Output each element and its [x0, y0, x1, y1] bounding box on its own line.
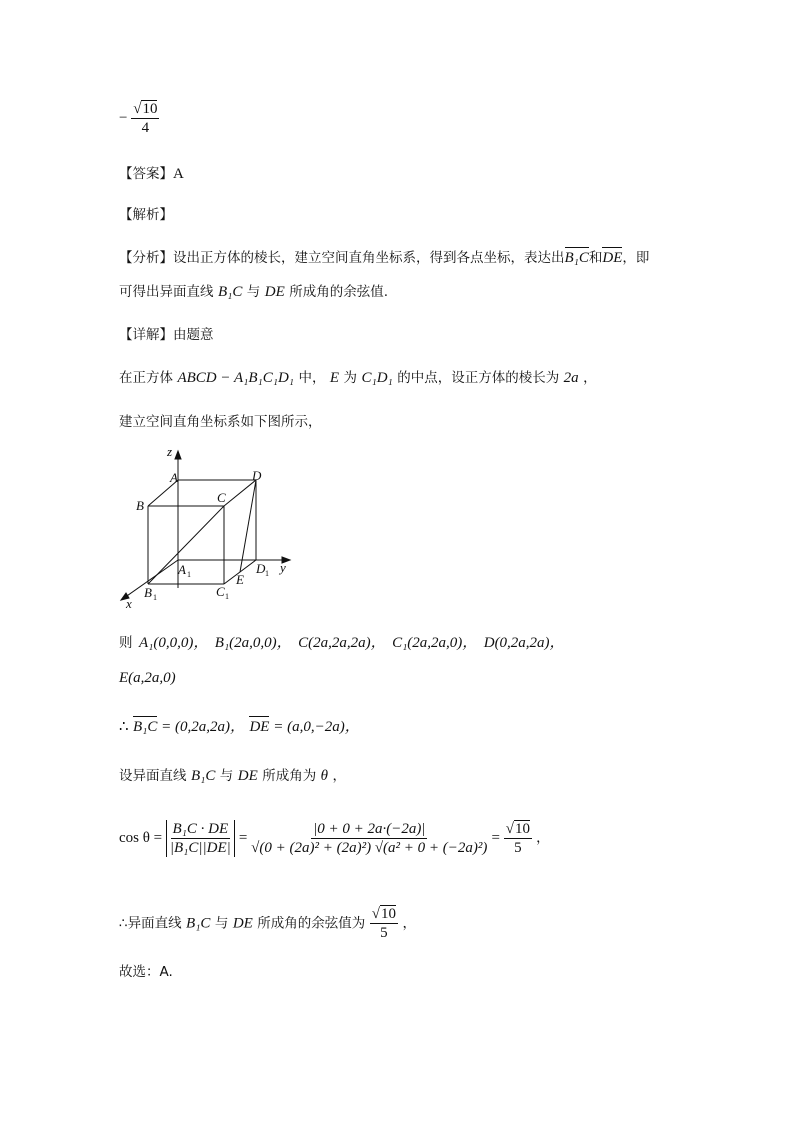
cos-num-2: |0 + 0 + 2a·(−2a)| — [313, 821, 426, 837]
xiangjie-tag: 【详解】 — [119, 327, 173, 343]
coordinates-line-2: E(a,2a,0) — [119, 670, 176, 686]
label-d: D — [252, 468, 262, 483]
vector-b1c-label: B₁C — [133, 719, 158, 735]
coord-b1: B₁(2a,0,0)， — [214, 635, 292, 651]
conclusion-den: 5 — [380, 925, 388, 941]
label-c: C — [217, 490, 226, 505]
fenxi-line-2: 可得出异面直线 B₁C 与 DE 所成角的余弦值. — [119, 284, 388, 300]
z-arrow-icon — [175, 451, 181, 459]
vectors-line: ∴ B₁C = (0,2a,2a)， DE = (a,0,−2a)， — [119, 719, 360, 735]
cos-num-1: B₁C · DE — [172, 821, 229, 837]
sqrt-radicand: 10 — [142, 101, 158, 117]
fenxi-tag: 【分析】 — [119, 250, 173, 266]
coords-lead: 则 — [119, 635, 133, 651]
label-x: x — [126, 596, 132, 611]
cos-lhs: cos θ = — [119, 830, 166, 846]
fraction: $\frac{√10}{4}$ — [133, 101, 158, 136]
edge-cd — [224, 480, 256, 506]
coord-c: C(2a,2a,2a)， — [298, 635, 386, 651]
label-c1-sub: 1 — [225, 592, 229, 601]
answer-value: A — [173, 166, 184, 182]
coordinates-line-1 — [119, 633, 565, 653]
fenxi-and: 和 — [588, 250, 603, 266]
fraction-denominator: 4 — [141, 120, 150, 136]
answer-line — [119, 164, 184, 184]
line-de: DE — [264, 284, 285, 300]
point-e: E — [329, 370, 340, 386]
label-a: A — [170, 470, 178, 485]
paragraph-coordinate-system: 建立空间直角坐标系如下图所示， — [119, 414, 322, 430]
segment-de — [240, 480, 256, 572]
paragraph-cube: 在正方体 ABCD − A₁B₁C₁D₁ 中， E 为 C₁D₁ 的中点，设正方体的棱长为 2a ， — [119, 370, 597, 386]
vector-de-label: DE — [249, 719, 270, 735]
conclusion-line: ∴异面直线 B₁C 与 DE 所成角的余弦值为 $\frac{√10}{5}$ ， — [119, 906, 416, 941]
label-z: z — [167, 448, 173, 459]
cos-den-2: √(0 + (2a)² + (2a)²) √(a² + 0 + (−2a)²) — [251, 840, 488, 856]
analysis-heading: 【解析】 — [119, 207, 173, 223]
fenxi-text-2: ，即 — [622, 250, 650, 266]
choose-line: 故选：A. — [119, 964, 173, 980]
edge-length: 2a — [563, 370, 579, 386]
segment-c1d1: C₁D₁ — [361, 370, 393, 386]
label-d1-sub: 1 — [265, 569, 269, 578]
theta: θ — [320, 768, 329, 784]
label-b1-sub: 1 — [153, 593, 157, 602]
vector-de-value: = (a,0,−2a)， — [269, 719, 360, 735]
label-c1: C — [216, 584, 225, 599]
label-b: B — [136, 498, 144, 513]
label-e: E — [236, 572, 244, 587]
cube-name: ABCD − A₁B₁C₁D₁ — [177, 370, 294, 386]
line-b1c: B₁C — [217, 284, 243, 300]
label-y: y — [280, 560, 286, 575]
fenxi-line-1 — [119, 248, 649, 268]
cos-result-den: 5 — [514, 840, 522, 856]
xiangjie-text: 由题意 — [173, 327, 214, 343]
segment-b1c — [148, 506, 224, 584]
conclusion-num: 10 — [380, 906, 396, 922]
label-a1-sub: 1 — [187, 570, 191, 579]
coord-a1: A₁(0,0,0)， — [138, 635, 209, 651]
vector-b1c: B₁C — [564, 250, 589, 266]
cos-result-num: 10 — [514, 821, 530, 837]
top-answer-fraction — [119, 100, 159, 137]
cube-figure — [118, 448, 308, 613]
angle-line: 设异面直线 B₁C 与 DE 所成角为 θ ， — [119, 768, 346, 784]
label-a1: A — [178, 562, 186, 577]
vector-b1c-value: = (0,2a,2a)， — [157, 719, 246, 735]
label-b1: B — [144, 585, 152, 600]
coord-c1: C₁(2a,2a,0)， — [392, 635, 478, 651]
vector-de: DE — [602, 250, 623, 266]
label-d1: D — [256, 561, 266, 576]
cos-formula: cos θ = $\frac{\text{B₁C · DE}}{\text{|B₁C||DE|}}$ = $\frac{|0 + 0 + 2a\cdot(-2a)|}{\text{√(0 + (2a)² + (2a)²) √(a² + 0 + (−2a)²)}}$ = $\frac{√10}{5}$ ， — [119, 821, 550, 856]
cos-den-1: |B₁C||DE| — [169, 840, 231, 856]
answer-tag: 【答案】 — [119, 166, 173, 182]
coord-d: D(0,2a,2a)， — [483, 635, 565, 651]
minus-sign: − — [119, 109, 128, 126]
xiangjie-line — [119, 325, 214, 345]
fenxi-text-1: 设出正方体的棱长，建立空间直角坐标系，得到各点坐标，表达出 — [173, 250, 565, 266]
